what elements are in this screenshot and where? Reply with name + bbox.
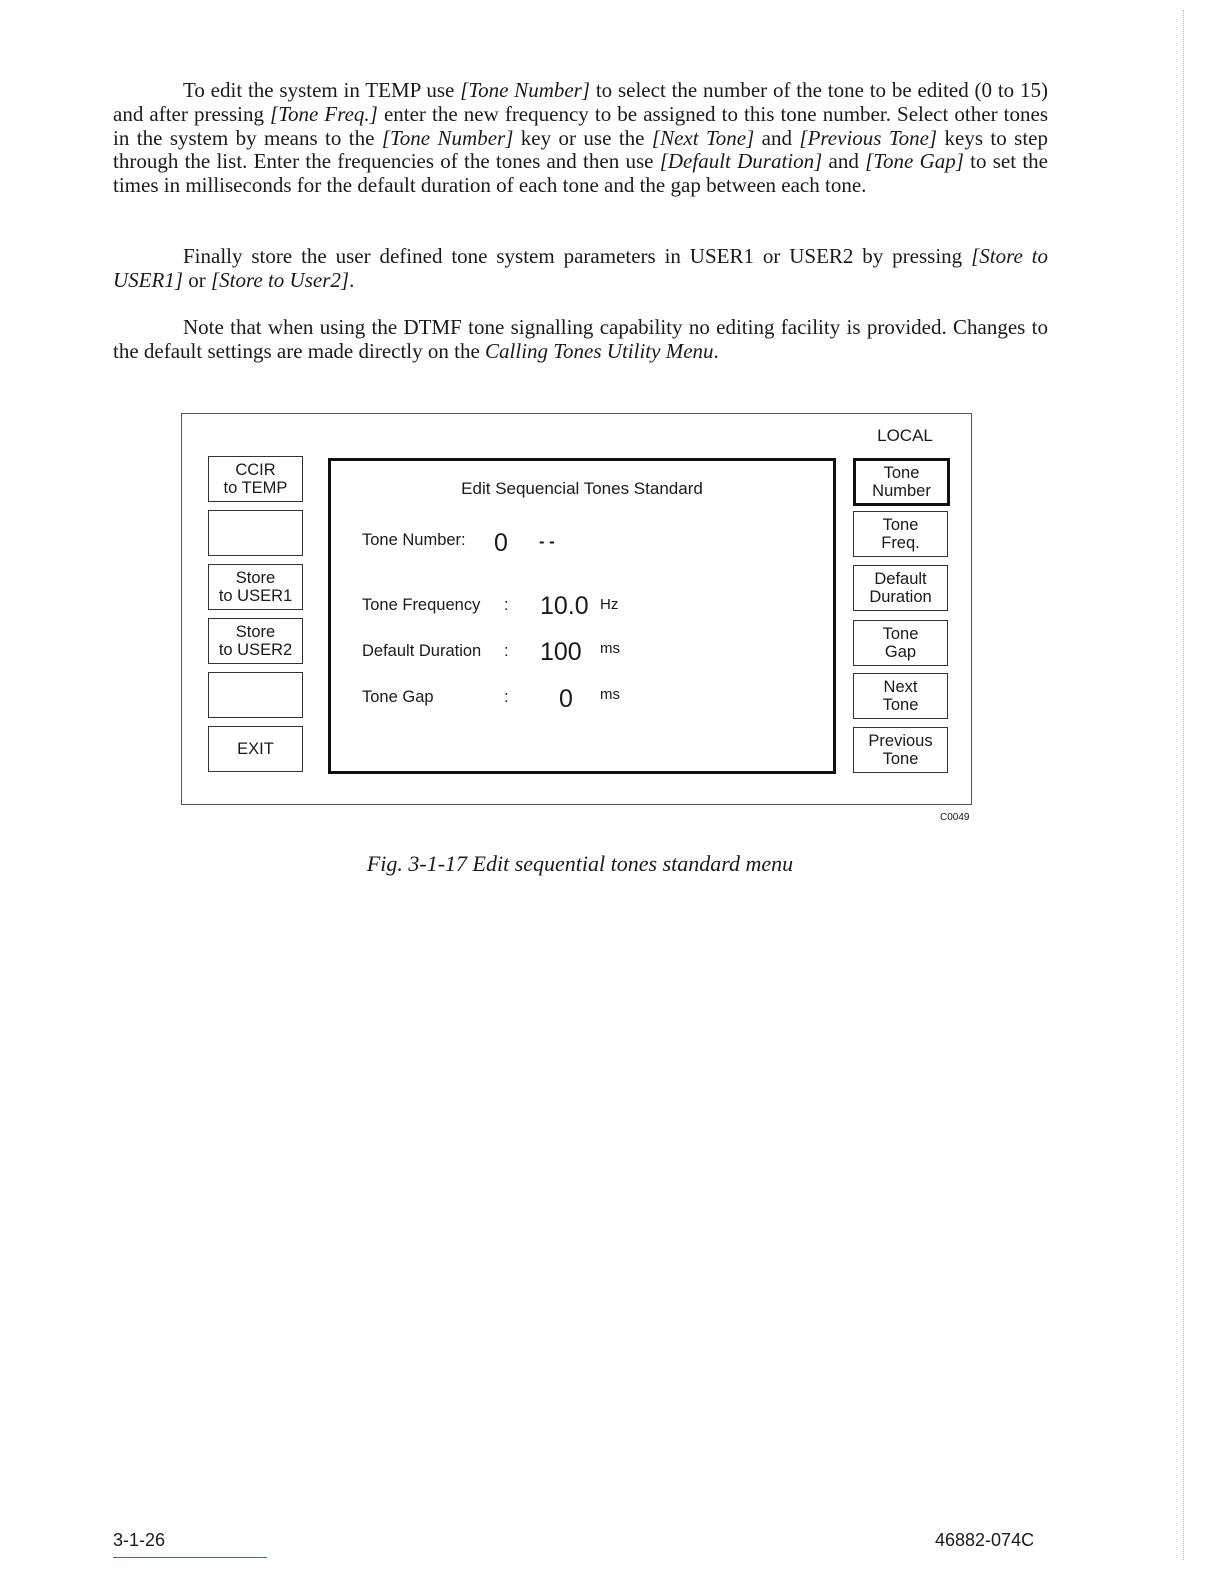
paragraph-store-user: Finally store the user defined tone system parameters in USER1 or USER2 by pressing [Store to USER1] or [Store to User2]. [113,244,1048,292]
tone-number-label: Tone Number: [362,531,466,549]
page-number: 3-1-26 [113,1530,166,1550]
tone-gap-value: 0 [559,685,573,713]
tone-frequency-unit: Hz [600,596,619,613]
tone-frequency-value: 10.0 [540,592,589,620]
tone-freq-key[interactable]: Tone Freq. [853,511,948,557]
display-screen [328,458,836,774]
tone-number-key[interactable]: Tone Number [853,458,950,506]
document-number: 46882-074C [935,1530,1035,1550]
default-duration-separator: : [504,642,509,660]
tone-gap-separator: : [504,688,509,706]
blank-key-2[interactable] [208,672,303,718]
previous-tone-key[interactable]: Previous Tone [853,727,948,773]
blank-key-1[interactable] [208,510,303,556]
store-to-user1-key[interactable]: Store to USER1 [208,564,303,610]
figure-caption: Fig. 3-1-17 Edit sequential tones standard menu [366,851,794,876]
exit-key[interactable]: EXIT [208,726,303,772]
tone-gap-unit: ms [600,686,620,703]
default-duration-unit: ms [600,640,620,657]
default-duration-label: Default Duration [362,642,482,660]
screen-title: Edit Sequencial Tones Standard [461,479,703,498]
ccir-to-temp-key[interactable]: CCIR to TEMP [208,456,303,502]
paragraph-edit-temp: To edit the system in TEMP use [Tone Number] to select the number of the tone to be edited (0 to 15) and after pressing [Tone Freq.] enter the new frequency to be assigned to this tone number. Select other tones in the system by means to the [Tone Number] key or use the [Next Tone] and [Previous Tone] keys to step through the list. Enter the frequencies of the tones and then use [Default Duration] and [Tone Gap] to set the times in milliseconds for the default duration of each tone and the gap between each tone. [113,78,1049,198]
local-mode-label: LOCAL [877,426,933,445]
tone-number-value: 0 [494,529,508,557]
tone-number-suffix: - - [539,533,555,551]
tone-frequency-label: Tone Frequency [362,596,481,614]
store-to-user2-key[interactable]: Store to USER2 [208,618,303,664]
menu-figure [181,413,972,805]
tone-frequency-separator: : [504,596,509,614]
tone-gap-key[interactable]: Tone Gap [853,620,948,666]
footer-rule [113,1557,267,1558]
default-duration-value: 100 [540,638,582,666]
paragraph-dtmf-note: Note that when using the DTMF tone signalling capability no editing facility is provided. Changes to the default settings are made directly on the Calling Tones Utility Menu. [113,315,1048,363]
figure-code: C0049 [940,812,970,823]
next-tone-key[interactable]: Next Tone [853,673,948,719]
scan-edge-line [1183,10,1184,1560]
default-duration-key[interactable]: Default Duration [853,565,948,611]
tone-gap-label: Tone Gap [362,688,434,706]
